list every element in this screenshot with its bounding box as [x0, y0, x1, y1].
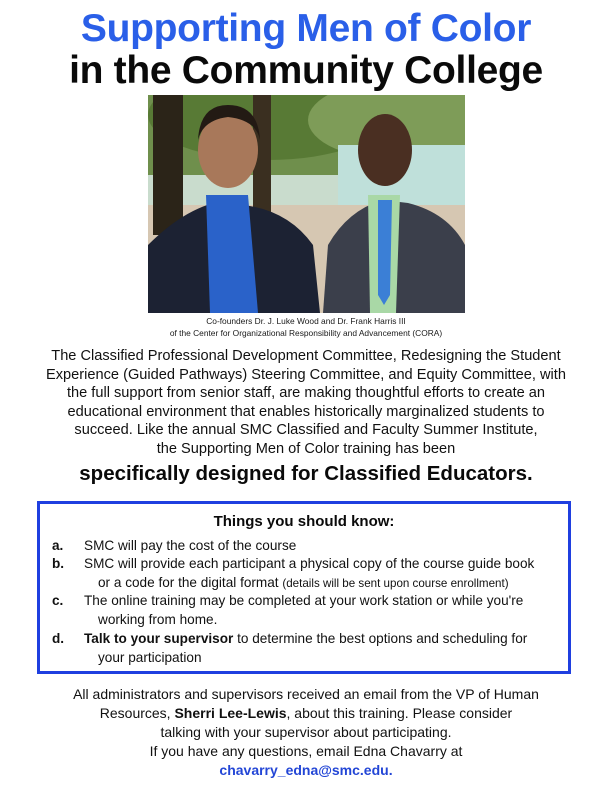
- list-marker: a.: [52, 538, 64, 553]
- list-item-text-rest: to determine the best options and scheduling for: [233, 631, 528, 646]
- footer-line: All administrators and supervisors received an email from the VP of Human: [73, 686, 539, 702]
- tagline: specifically designed for Classified Educators.: [79, 462, 533, 485]
- footer-contact: [0, 685, 612, 780]
- box-title: Things you should know:: [213, 513, 395, 530]
- photo-caption-line-1: Co-founders Dr. J. Luke Wood and Dr. Frank Harris III: [206, 316, 406, 326]
- list-marker: c.: [52, 593, 64, 608]
- title-line-2: in the Community College: [69, 49, 543, 92]
- list-item-continuation: [98, 574, 509, 594]
- title-line-1: Supporting Men of Color: [80, 7, 532, 50]
- cofounders-photo: [148, 95, 465, 313]
- contact-email-link[interactable]: chavarry_edna@smc.edu.: [219, 762, 393, 778]
- list-item-text: [84, 630, 527, 649]
- intro-paragraph: [40, 347, 572, 459]
- list-item-emphasis: Talk to your supervisor: [84, 631, 234, 646]
- intro-line: The Classified Professional Development Committee, Redesigning the Student: [51, 348, 561, 364]
- list-item-text: SMC will provide each participant a physical copy of the course guide book: [84, 556, 535, 571]
- list-item-text: or a code for the digital format: [98, 574, 283, 590]
- list-marker: b.: [52, 556, 65, 571]
- footer-line: [0, 704, 612, 723]
- footer-text: , about this training. Please consider: [286, 705, 513, 721]
- list-item-note: (details will be sent upon course enrollment): [282, 576, 509, 590]
- intro-line: succeed. Like the annual SMC Classified and Faculty Summer Institute,: [74, 422, 538, 439]
- footer-line: If you have any questions, email Edna Chavarry at: [149, 743, 463, 759]
- list-item-continuation: working from home.: [98, 611, 218, 627]
- intro-line: the full support from senior staff, are making thoughtful efforts to create an: [66, 385, 546, 402]
- list-item-text: The online training may be completed at your work station or while you're: [84, 593, 524, 608]
- intro-line: the Supporting Men of Color training has been: [156, 440, 456, 457]
- photo-caption-line-2: of the Center for Organizational Responsibility and Advancement (CORA): [169, 328, 443, 338]
- list-marker: d.: [52, 631, 65, 646]
- intro-line: Experience (Guided Pathways) Steering Committee, and Equity Committee, with: [46, 366, 566, 383]
- footer-line: talking with your supervisor about participating.: [160, 724, 452, 740]
- intro-line: educational environment that enables historically marginalized students to: [67, 403, 545, 420]
- footer-text: Resources,: [99, 705, 175, 721]
- list-item-continuation: your participation: [98, 649, 202, 665]
- list-item-text: SMC will pay the cost of the course: [84, 538, 297, 553]
- hr-vp-name: Sherri Lee-Lewis: [174, 705, 287, 721]
- things-to-know-box: [37, 501, 571, 674]
